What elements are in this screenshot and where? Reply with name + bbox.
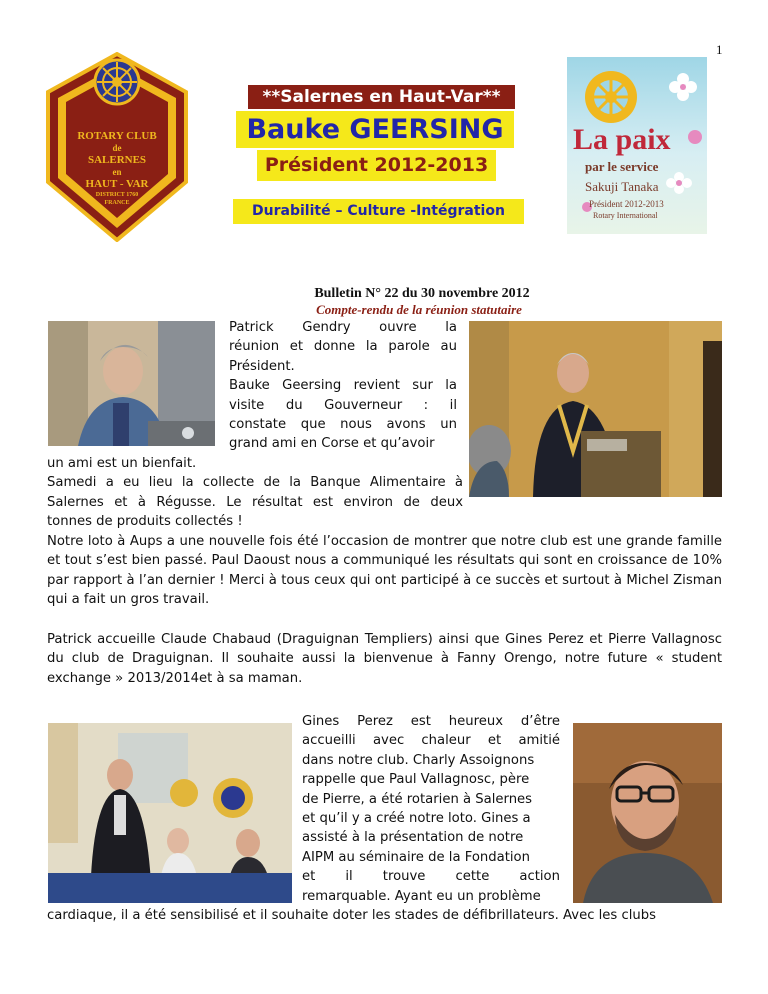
- logo-line-haut-var: HAUT - VAR: [85, 178, 149, 190]
- poster-name: Sakuji Tanaka: [585, 179, 659, 194]
- p1-line-4: Bauke Geersing revient sur la: [229, 378, 457, 394]
- poster-org: Rotary International: [593, 211, 658, 220]
- photo-president-speaking: [469, 321, 722, 497]
- photo-speaker-podium: [48, 321, 215, 446]
- p4-line-10: remarquable. Ayant eu un problème: [302, 888, 541, 904]
- p1-line-7: grand ami en Corse et qu’avoir: [229, 436, 435, 452]
- paragraph-welcome: Patrick accueille Claude Chabaud (Draguignan Templiers) ainsi que Gines Perez et Pierre Vallagnosc du club de Draguignan. Il souhaite aussi la bienvenue à Fanny Orengo, notre future « student exchange » 2013/2014et à sa maman.: [47, 632, 722, 686]
- rotary-peace-poster: [567, 57, 707, 234]
- logo-line-de: de: [112, 143, 122, 153]
- motto-banner: Durabilité – Culture -Intégration: [233, 199, 524, 224]
- rotary-club-logo: [44, 52, 190, 242]
- logo-line-district: DISTRICT 1760: [95, 192, 139, 198]
- photo-man-glasses: [573, 723, 722, 903]
- club-line-banner: **Salernes en Haut-Var**: [248, 85, 515, 109]
- p1-line-5: visite du Gouverneur : il: [229, 397, 457, 413]
- p1-rest-line-2: Samedi a eu lieu la collecte de la Banque Alimentaire à: [47, 475, 463, 491]
- bulletin-title: Bulletin N° 22 du 30 novembre 2012: [314, 286, 530, 301]
- p4-line-2: accueilli avec chaleur et amitié: [302, 733, 560, 749]
- page-number: 1: [716, 42, 723, 57]
- poster-subline: par le service: [585, 159, 659, 174]
- paragraph-loto: Notre loto à Aups a une nouvelle fois été l’occasion de montrer que notre club est une grande famille et tout s’est bien passé. Paul Daoust nous a communiqué les résultats qui sont en croissance de 10% par rapport à l’an dernier ! Merci à tous ceux qui ont participé à ce succès et surtout à Michel Zisman qui a fait un gros travail.: [47, 534, 722, 608]
- p4-line-1: Gines Perez est heureux d’être: [302, 714, 560, 729]
- logo-line-en: en: [112, 167, 122, 177]
- president-name-banner: Bauke GEERSING: [236, 111, 514, 148]
- p4-line-4: rappelle que Paul Vallagnosc, père: [302, 772, 530, 788]
- poster-headline: La paix: [573, 123, 671, 156]
- photo-group-meeting: [48, 723, 292, 903]
- bulletin-subtitle: Compte-rendu de la réunion statutaire: [316, 302, 522, 317]
- p4-rest-line: cardiaque, il a été sensibilisé et il souhaite doter les stades de défibrillateurs. Avec les clubs: [47, 908, 656, 923]
- p1-rest-line-3: Salernes et à Régusse. Le résultat est environ de deux: [47, 494, 463, 510]
- p4-line-7: assisté à la présentation de notre: [302, 830, 524, 846]
- president-term-banner: Président 2012-2013: [257, 150, 496, 181]
- logo-line-france: FRANCE: [104, 200, 130, 206]
- logo-line-rotary-club: ROTARY CLUB: [77, 130, 157, 142]
- p1-line-1: Patrick Gendry ouvre la: [229, 320, 457, 335]
- p4-line-8: AIPM au séminaire de la Fondation: [302, 849, 530, 865]
- p1-rest-line-4: tonnes de produits collectés !: [47, 514, 243, 530]
- p4-line-6: et qu’il y a créé notre loto. Gines a: [302, 811, 531, 827]
- logo-line-salernes: SALERNES: [87, 154, 147, 166]
- p1-line-2: réunion et donne la parole au: [229, 339, 457, 355]
- p1-line-3: Président.: [229, 358, 295, 374]
- p1-line-6: constate que nous avons un: [229, 417, 457, 433]
- p1-rest-line-1: un ami est un bienfait.: [47, 456, 197, 471]
- p4-line-5: de Pierre, a été rotarien à Salernes: [302, 791, 533, 807]
- p4-line-3: dans notre club. Charly Assoignons: [302, 752, 535, 768]
- p4-line-9: et il trouve cette action: [302, 869, 560, 885]
- poster-role: Président 2012-2013: [589, 199, 664, 209]
